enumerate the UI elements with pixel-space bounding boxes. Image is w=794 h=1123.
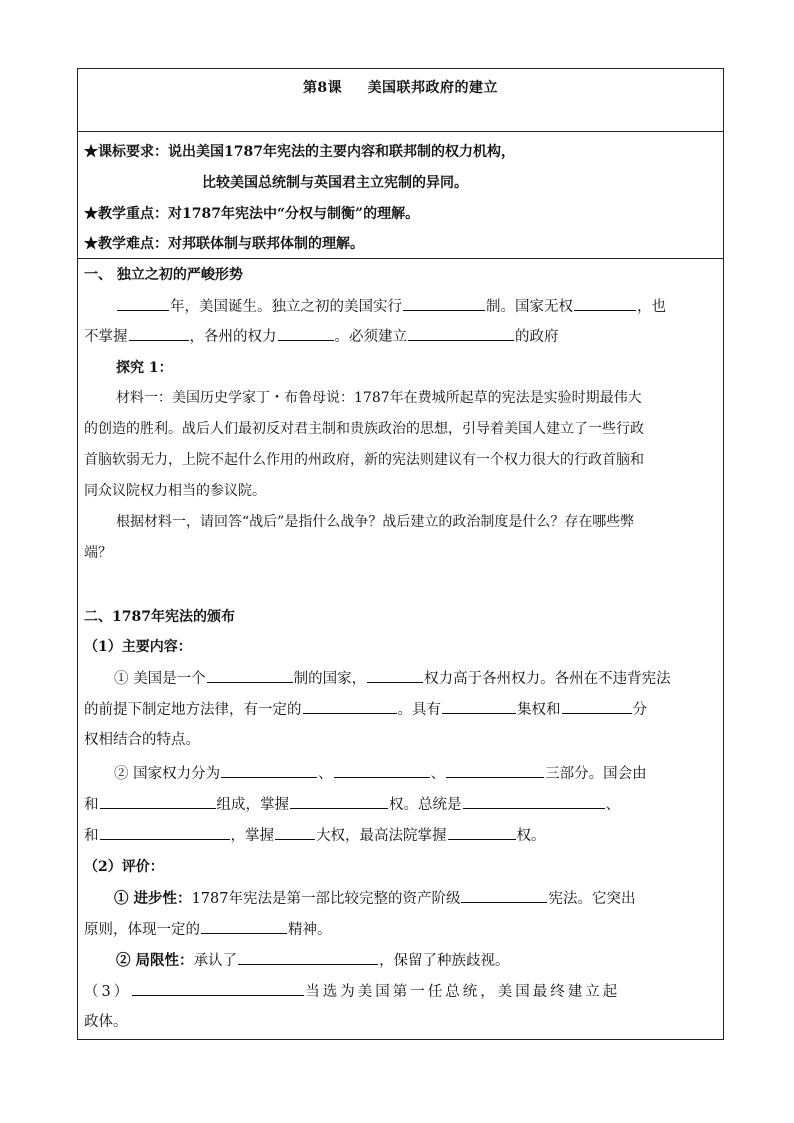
divider: [78, 258, 723, 259]
divider: [78, 131, 723, 132]
answer-blank[interactable]: [463, 794, 605, 809]
answer-blank[interactable]: [275, 825, 315, 840]
answer-blank[interactable]: [574, 296, 636, 311]
page-title: [78, 77, 723, 97]
answer-blank[interactable]: [117, 296, 169, 311]
answer-blank[interactable]: [207, 668, 293, 683]
answer-blank[interactable]: [408, 326, 514, 341]
question-text: 根据材料一，请回答“战后”是指什么战争？战后建立的政治制度是什么？存在哪些弊: [116, 514, 635, 530]
answer-blank[interactable]: [129, 326, 189, 341]
key-points: ★教学重点：对1787年宪法中“分权与制衡”的理解。: [84, 206, 420, 222]
material-text: 同众议院权力相当的参议院。: [84, 483, 266, 499]
answer-blank[interactable]: [303, 699, 397, 714]
section1-heading: 一、 独立之初的严峻形势: [84, 267, 243, 283]
main-content-heading: （1）主要内容：: [84, 639, 192, 655]
answer-blank[interactable]: [100, 825, 230, 840]
explore-heading: 探究 1：: [116, 360, 173, 376]
material-text: 材料一：美国历史学家丁・布鲁母说：1787年在费城所起草的宪法是实验时期最伟大: [116, 390, 642, 406]
standard-requirement-cont: 比较美国总统制与英国君主立宪制的异同。: [202, 175, 468, 191]
answer-blank[interactable]: [238, 950, 378, 965]
section2-heading: 二、1787年宪法的颁布: [84, 609, 235, 625]
evaluation-heading: （2）评价：: [84, 859, 164, 875]
answer-blank[interactable]: [334, 763, 430, 778]
difficult-points: ★教学难点：对邦联体制与联邦体制的理解。: [84, 236, 364, 252]
fill-line: 原则，体现一定的 精神。: [84, 919, 717, 940]
answer-blank[interactable]: [442, 699, 516, 714]
lesson-name: 美国联邦政府的建立: [367, 80, 499, 96]
answer-blank[interactable]: [403, 296, 485, 311]
worksheet-table: [77, 68, 724, 1040]
answer-blank[interactable]: [132, 981, 304, 996]
fill-line: （3） 当选为美国第一任总统，美国最终建立起: [84, 981, 717, 1002]
fill-line: ① 进步性：1787年宪法是第一部比较完整的资产阶级 宪法。它突出: [114, 890, 636, 907]
material-text: 首脑软弱无力，上院不起什么作用的州政府，新的宪法则建议有一个权力很大的行政首脑和: [84, 452, 644, 468]
question-text: 端？: [84, 545, 112, 561]
fill-line: ② 国家权力分为 、 、 三部分。国会由: [114, 763, 717, 784]
answer-blank[interactable]: [201, 919, 287, 934]
answer-blank[interactable]: [100, 794, 216, 809]
answer-blank[interactable]: [290, 794, 388, 809]
worksheet-body: [78, 260, 723, 1039]
fill-line: ① 美国是一个 制的国家， 权力高于各州权力。各州在不违背宪法: [114, 668, 717, 689]
answer-blank[interactable]: [562, 699, 632, 714]
standard-requirement: ★课标要求：说出美国1787年宪法的主要内容和联邦制的权力机构，: [84, 144, 515, 160]
material-text: 的创造的胜利。战后人们最初反对君主制和贵族政治的思想，引导着美国人建立了一些行政: [84, 421, 644, 437]
fill-line: 和 ，掌握 大权，最高法院掌握 权。: [84, 825, 717, 846]
fill-line: 权相结合的特点。: [84, 732, 200, 748]
answer-blank[interactable]: [278, 326, 334, 341]
fill-line: 年，美国诞生。独立之初的美国实行 制。国家无权 ，也: [116, 296, 717, 317]
answer-blank[interactable]: [461, 888, 547, 903]
fill-line: 不掌握 ，各州的权力 。必须建立 的政府: [84, 326, 717, 347]
answer-blank[interactable]: [367, 668, 423, 683]
fill-line: ② 局限性：承认了 ，保留了种族歧视。: [116, 952, 510, 969]
answer-blank[interactable]: [448, 825, 516, 840]
fill-line: 政体。: [84, 1014, 128, 1030]
fill-line: 的前提下制定地方法律，有一定的 。具有 集权和 分: [84, 699, 717, 720]
fill-line: 和 组成，掌握 权。总统是 、: [84, 794, 717, 815]
answer-blank[interactable]: [446, 763, 544, 778]
answer-blank[interactable]: [221, 763, 317, 778]
lesson-number: 第8课: [302, 80, 343, 96]
